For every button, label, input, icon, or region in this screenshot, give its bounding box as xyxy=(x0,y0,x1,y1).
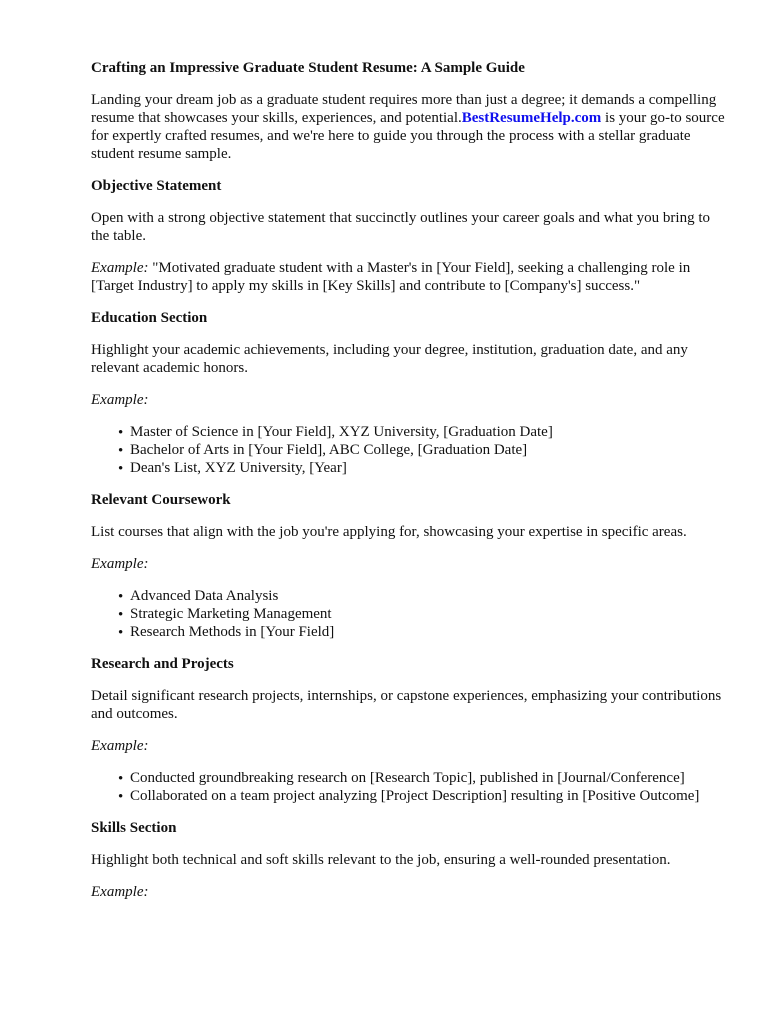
list-item: • Strategic Marketing Management xyxy=(118,605,728,623)
coursework-heading: Relevant Coursework xyxy=(91,492,231,508)
objective-example-text: "Motivated graduate student with a Master's in [Your Field], seeking a challenging role in [Target Industry] to apply my skills in [Key Skills] and contribute to [Company's] success." xyxy=(91,260,691,294)
coursework-list xyxy=(91,587,728,641)
document-title: Crafting an Impressive Graduate Student Resume: A Sample Guide xyxy=(91,60,525,76)
skills-heading: Skills Section xyxy=(91,820,177,836)
education-heading: Education Section xyxy=(91,310,208,326)
education-list xyxy=(91,423,728,477)
list-item: • Master of Science in [Your Field], XYZ University, [Graduation Date] xyxy=(118,423,728,441)
intro-text-after: is your go-to source for expertly crafted resumes, and we're here to guide you through the process with a stellar graduate student resume sample. xyxy=(91,110,725,162)
list-item: • Advanced Data Analysis xyxy=(118,587,728,605)
bestresumehelp-link[interactable]: BestResumeHelp.com xyxy=(461,110,602,126)
objective-description: Open with a strong objective statement that succinctly outlines your career goals and what you bring to the table. xyxy=(91,210,710,244)
education-example-label: Example: xyxy=(91,392,149,408)
list-item: • Conducted groundbreaking research on [Research Topic], published in [Journal/Conference] xyxy=(118,769,728,787)
list-item: • Research Methods in [Your Field] xyxy=(118,623,728,641)
coursework-example-label: Example: xyxy=(91,556,149,572)
list-item: • Collaborated on a team project analyzing [Project Description] resulting in [Positive Outcome] xyxy=(118,787,728,805)
list-item: • Dean's List, XYZ University, [Year] xyxy=(118,459,728,477)
objective-example-label: Example: xyxy=(91,260,149,276)
objective-example xyxy=(91,259,728,295)
research-list xyxy=(91,769,728,805)
intro-paragraph xyxy=(91,91,728,163)
skills-description: Highlight both technical and soft skills relevant to the job, ensuring a well-rounded presentation. xyxy=(91,852,671,868)
skills-example-label: Example: xyxy=(91,884,149,900)
coursework-description: List courses that align with the job you're applying for, showcasing your expertise in specific areas. xyxy=(91,524,687,540)
research-heading: Research and Projects xyxy=(91,656,234,672)
research-example-label: Example: xyxy=(91,738,149,754)
intro-text-before: Landing your dream job as a graduate student requires more than just a degree; it demands a compelling resume that showcases your skills, experiences, and potential. xyxy=(91,92,717,126)
education-description: Highlight your academic achievements, including your degree, institution, graduation date, and any relevant academic honors. xyxy=(91,342,688,376)
research-description: Detail significant research projects, internships, or capstone experiences, emphasizing your contributions and outcomes. xyxy=(91,688,722,722)
list-item: • Bachelor of Arts in [Your Field], ABC College, [Graduation Date] xyxy=(118,441,728,459)
objective-heading: Objective Statement xyxy=(91,178,222,194)
